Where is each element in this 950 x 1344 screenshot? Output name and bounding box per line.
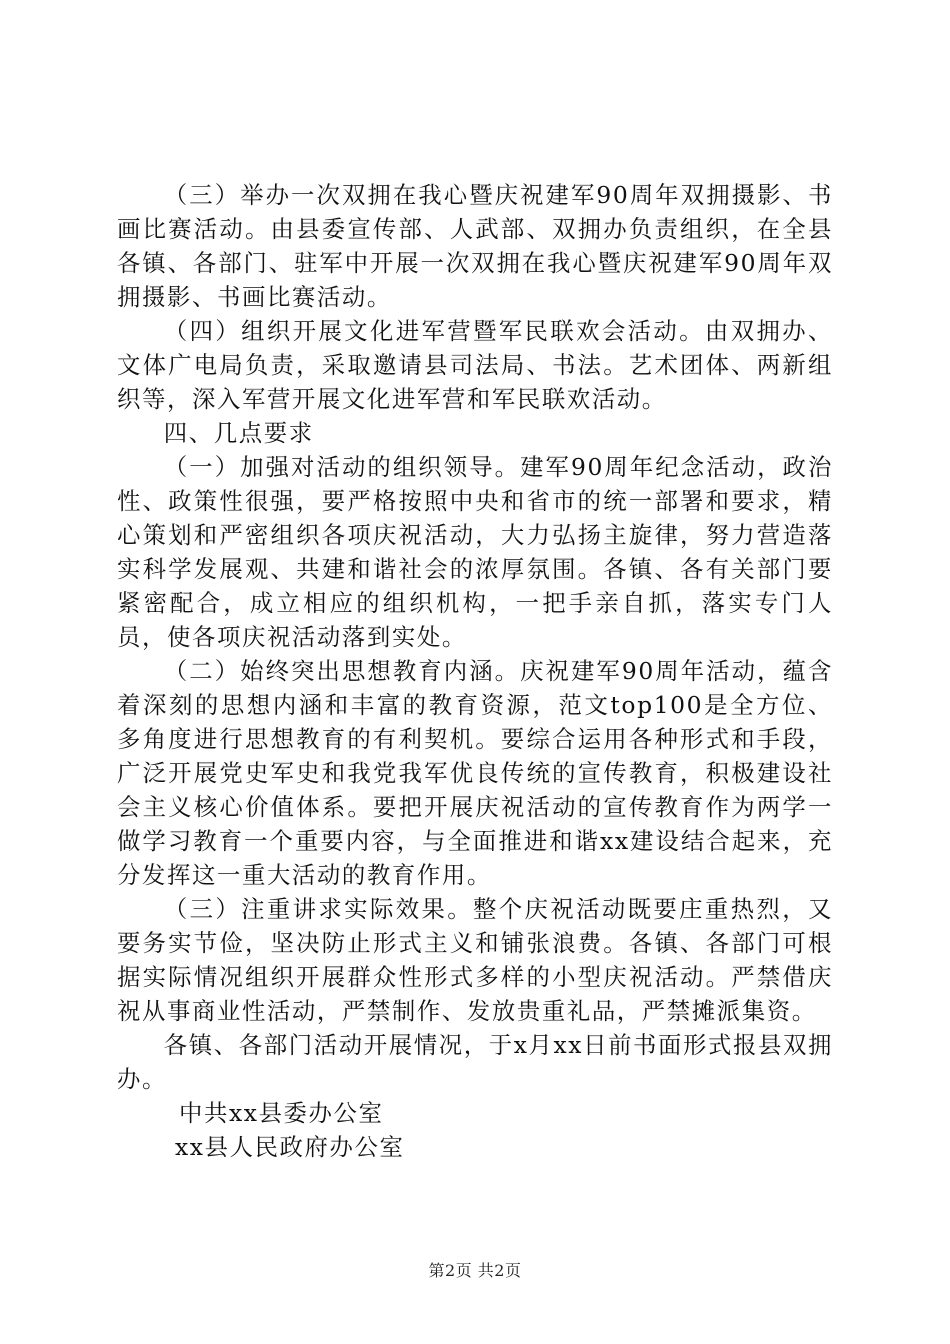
section-heading-requirements: 四、几点要求 xyxy=(163,419,314,447)
document-body xyxy=(117,178,833,1164)
paragraph-requirement-3: （三）注重讲求实际效果。整个庆祝活动既要庄重热烈，又要务实节俭，坚决防止形式主义和铺张浪费。各镇、各部门可根据实际情况组织开展群众性形式多样的小型庆祝活动。严禁借庆祝从事商业性活动，严禁制作、发放贵重礼品，严禁摊派集资。 xyxy=(117,895,833,1025)
signature-county-committee-office: 中共xx县委办公室 xyxy=(179,1099,384,1127)
page-number-footer: 第2页 共2页 xyxy=(428,1261,522,1280)
signature-county-government-office: xx县人民政府办公室 xyxy=(175,1133,405,1161)
paragraph-requirement-1: （一）加强对活动的组织领导。建军90周年纪念活动，政治性、政策性很强，要严格按照中央和省市的统一部署和要求，精心策划和严密组织各项庆祝活动，大力弘扬主旋律，努力营造落实科学发展观、共建和谐社会的浓厚氛围。各镇、各有关部门要紧密配合，成立相应的组织机构，一把手亲自抓，落实专门人员，使各项庆祝活动落到实处。 xyxy=(117,453,833,651)
paragraph-activity-4: （四）组织开展文化进军营暨军民联欢会活动。由双拥办、文体广电局负责，采取邀请县司法局、书法。艺术团体、两新组织等，深入军营开展文化进军营和军民联欢活动。 xyxy=(117,317,833,413)
paragraph-activity-3: （三）举办一次双拥在我心暨庆祝建军90周年双拥摄影、书画比赛活动。由县委宣传部、人武部、双拥办负责组织，在全县各镇、各部门、驻军中开展一次双拥在我心暨庆祝建军90周年双拥摄影、书画比赛活动。 xyxy=(117,181,833,311)
paragraph-reporting: 各镇、各部门活动开展情况，于x月xx日前书面形式报县双拥办。 xyxy=(117,1031,833,1093)
paragraph-requirement-2: （二）始终突出思想教育内涵。庆祝建军90周年活动，蕴含着深刻的思想内涵和丰富的教育资源，范文top100是全方位、多角度进行思想教育的有利契机。要综合运用各种形式和手段，广泛开展党史军史和我党我军优良传统的宣传教育，积极建设社会主义核心价值体系。要把开展庆祝活动的宣传教育作为两学一做学习教育一个重要内容，与全面推进和谐xx建设结合起来，充分发挥这一重大活动的教育作用。 xyxy=(117,657,833,889)
